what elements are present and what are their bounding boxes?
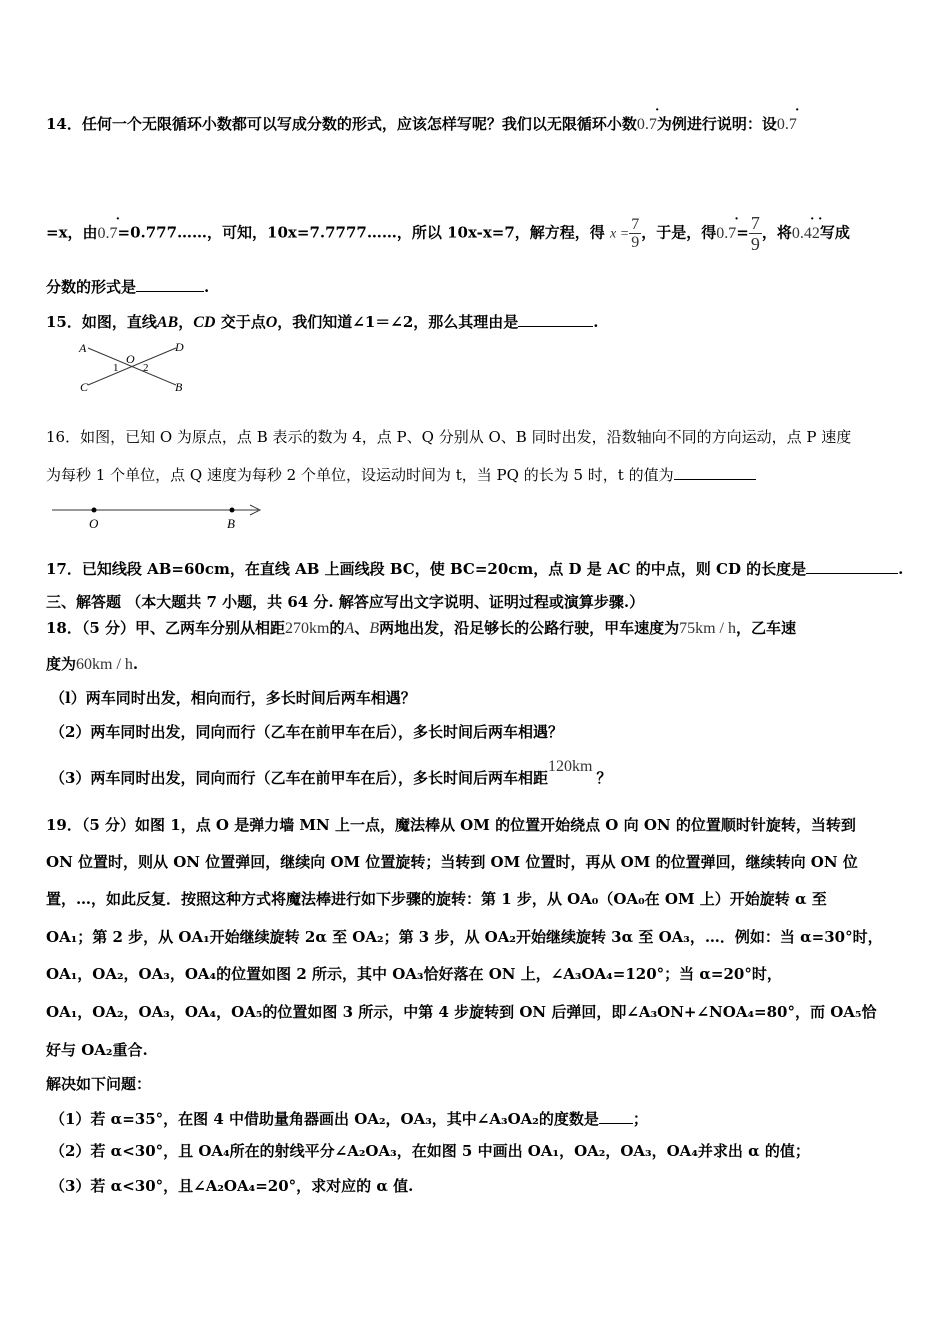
q14-fraction: $\frac{7}{9}$ <box>631 216 640 251</box>
q19-line3: 置，…，如此反复．按照这种方式将魔法棒进行如下步骤的旋转：第 1 步，从 OA₀（OA₀在 OM 上）开始旋转 α 至 <box>46 890 827 908</box>
q19-line5: OA₁，OA₂，OA₃，OA₄的位置如图 2 所示，其中 OA₃恰好落在 ON 上，∠A₃OA₄=120°；当 α=20°时， <box>46 965 782 983</box>
q14-line2 <box>46 213 850 254</box>
q18-text-2a: 度为 <box>46 655 77 673</box>
q17-answer-blank[interactable] <box>806 558 898 574</box>
q18-line2 <box>46 654 138 675</box>
q18-dist: 270km <box>285 620 330 637</box>
label-c: C <box>80 380 89 394</box>
q14-decimal-repeat: 0.42 · · <box>791 211 823 242</box>
q14-text-3: 分数的形式是 <box>46 278 137 296</box>
q15-figure <box>76 338 196 396</box>
q14-text: 14．任何一个无限循环小数都可以写成分数的形式，应该怎样写呢？我们以无限循环小数 <box>46 115 637 133</box>
q18-text-2b: . <box>132 655 139 673</box>
label-o: O <box>89 516 99 531</box>
label-a: A <box>79 341 87 355</box>
q14-decimal-b: 0.7 · <box>776 103 800 133</box>
q18-text-a: 18．（5 分）甲、乙两车分别从相距 <box>46 619 286 637</box>
q15-ab: AB <box>156 314 179 331</box>
q18-text-d: ，乙车速 <box>736 619 797 637</box>
q15-cd: CD <box>193 314 216 331</box>
q19-line6: OA₁，OA₂，OA₃，OA₄，OA₅的位置如图 3 所示，中第 4 步旋转到 ON 后弹回，即∠A₃ON+∠NOA₄=80°，而 OA₅恰 <box>46 1003 877 1021</box>
q18-part3-text: （3）两车同时出发，同向而行（乙车在前甲车在后），多长时间后两车相距 <box>50 769 548 787</box>
q17-line <box>46 558 903 579</box>
q14-text-2e: 写成 <box>819 223 850 242</box>
q14-text-2d: ，将 <box>761 223 792 242</box>
q14-text-b: 为例进行说明：设 <box>656 115 777 133</box>
q14-fraction-2: $\frac{7}{9}$ <box>750 213 760 254</box>
q15-text2: 交于点 <box>215 313 266 331</box>
q15-text3: ，我们知道∠1＝∠2，那么其理由是 <box>277 313 519 331</box>
q17-text: 17．已知线段 AB=60cm，在直线 AB 上画线段 BC，使 BC=20cm，点 D 是 AC 的中点，则 CD 的长度是 <box>46 560 807 578</box>
q18-text-c: 两地出发，沿足够长的公路行驶，甲车速度为 <box>379 619 680 637</box>
q18-text-b: 的 <box>329 619 345 637</box>
point-b <box>230 508 235 513</box>
q18-a: A <box>344 620 355 637</box>
q19-line2: ON 位置时，则从 ON 位置弹回，继续向 OM 位置旋转；当转到 OM 位置时，再从 OM 的位置弹回，继续转向 ON 位 <box>46 853 858 871</box>
q19-line4: OA₁；第 2 步，从 OA₁开始继续旋转 2α 至 OA₂；第 3 步，从 OA₂开始继续旋转 3α 至 OA₃，…．例如：当 α=30°时， <box>46 928 883 946</box>
q18-part3 <box>50 758 612 789</box>
q14-text-2c: ，于是，得 <box>641 223 717 242</box>
q14-eq: = <box>736 223 749 242</box>
q14-decimal-d: 0.7 · <box>716 211 739 242</box>
point-o <box>92 508 97 513</box>
q18-sep: 、 <box>354 619 370 637</box>
q18-v2: 60km / h <box>76 656 133 673</box>
q14-decimal: 0.7 · <box>636 103 660 133</box>
label-2: 2 <box>143 362 149 374</box>
q14-line1 <box>46 103 800 135</box>
q18-line1 <box>46 618 796 639</box>
q18-part3-dist: 120km <box>547 758 593 775</box>
q18-part3-end: ？ <box>596 769 612 787</box>
q14-period: . <box>204 278 210 296</box>
q19-line7: 好与 OA₂重合. <box>46 1041 148 1059</box>
q19-part1-text: （1）若 α=35°，在图 4 中借助量角器画出 OA₂，OA₃，其中∠A₃OA₂的度数是 <box>50 1110 599 1128</box>
q19-part2: （2）若 α<30°，且 OA₄所在的射线平分∠A₂OA₃，在如图 5 中画出 OA₁，OA₂，OA₃，OA₄并求出 α 的值； <box>50 1142 810 1160</box>
section-3-heading: 三、解答题 （本大题共 7 小题，共 64 分. 解答应写出文字说明、证明过程或演算步骤.） <box>46 593 645 611</box>
q14-x-eq: x = <box>610 226 630 242</box>
label-b: B <box>227 516 235 531</box>
q16-line1: 16．如图，已知 O 为原点，点 B 表示的数为 4，点 P、Q 分别从 O、B 同时出发，沿数轴向不同的方向运动，点 P 速度 <box>46 428 852 446</box>
q16-line2 <box>46 464 756 485</box>
q14-text-2a: =x，由 <box>46 223 98 242</box>
q19-part1-end: ； <box>632 1110 648 1128</box>
q16-text: 为每秒 1 个单位，点 Q 速度为每秒 2 个单位，设运动时间为 t，当 PQ 的长为 5 时，t 的值为 <box>46 466 674 484</box>
q15-text: 15．如图，直线 <box>46 313 157 331</box>
label-b: B <box>175 380 183 394</box>
label-1: 1 <box>113 362 119 374</box>
label-o: O <box>126 352 135 366</box>
q19-part1 <box>50 1108 648 1129</box>
q19-answer-blank[interactable] <box>599 1108 633 1124</box>
q14-text-2b: =0.777……，可知，10x=7.7777……，所以 10x-x=7，解方程，得 <box>117 223 605 242</box>
q18-part1: （l）两车同时出发，相向而行，多长时间后两车相遇？ <box>50 689 416 707</box>
q18-v1: 75km / h <box>679 620 736 637</box>
q16-answer-blank[interactable] <box>674 464 756 480</box>
q15-answer-blank[interactable] <box>518 311 593 327</box>
q15-o: O <box>265 314 278 331</box>
q14-line3 <box>46 276 209 297</box>
q19-intro: 解决如下问题： <box>46 1075 152 1093</box>
q18-part2: （2）两车同时出发，同向而行（乙车在前甲车在后），多长时间后两车相遇？ <box>50 723 563 741</box>
q19-line1: 19．（5 分）如图 1，点 O 是弹力墙 MN 上一点，魔法棒从 OM 的位置开始绕点 O 向 ON 的位置顺时针旋转，当转到 <box>46 816 856 834</box>
q18-b: B <box>369 620 380 637</box>
q19-part3: （3）若 α<30°，且∠A₂OA₄=20°，求对应的 α 值. <box>50 1177 414 1195</box>
q15-comma: ， <box>178 313 194 331</box>
q14-decimal-c: 0.7 · <box>97 211 121 242</box>
q14-answer-blank[interactable] <box>136 276 204 292</box>
q15-line <box>46 311 599 333</box>
label-d: D <box>175 340 184 354</box>
q16-number-line <box>50 500 270 532</box>
q15-period: . <box>593 313 599 331</box>
q17-period: . <box>898 560 904 578</box>
